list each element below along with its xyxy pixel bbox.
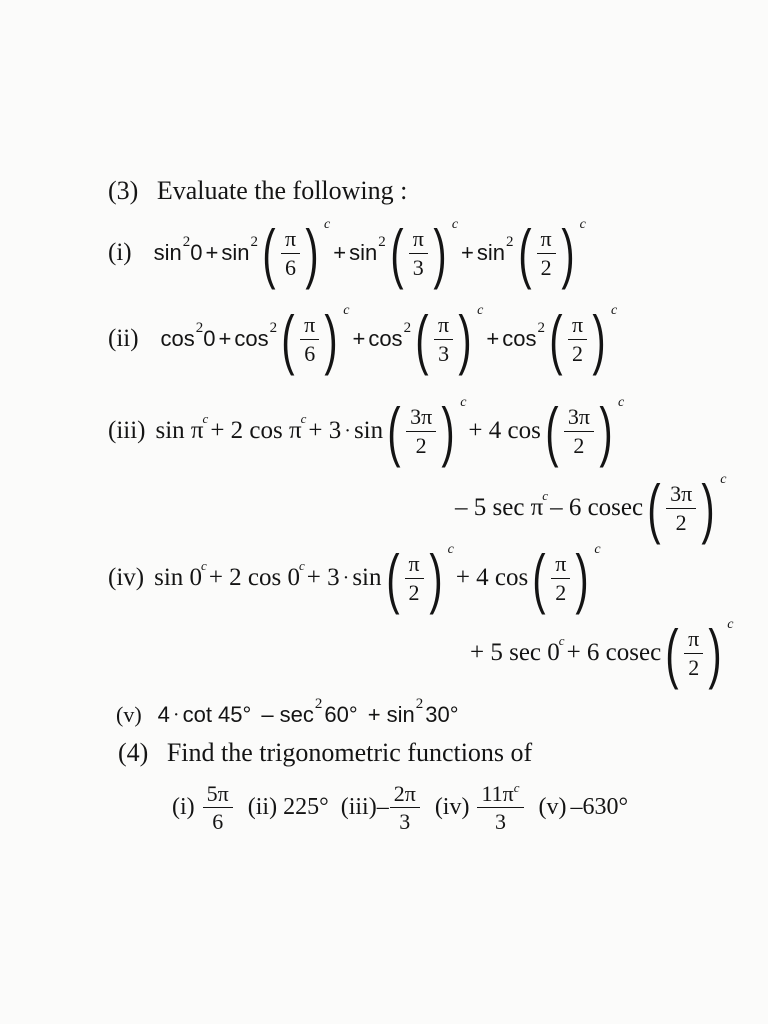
radian-mark: c <box>720 472 727 487</box>
fraction <box>477 782 523 833</box>
q3-title: Evaluate the following : <box>156 176 408 205</box>
numerator: π <box>300 313 319 339</box>
denominator: 2 <box>572 340 583 366</box>
cos-term: cos <box>234 326 269 351</box>
fraction <box>390 782 420 833</box>
numerator: π <box>409 227 428 253</box>
cosec-term: – 6 cosec <box>550 494 644 521</box>
sec-zero-term: + 5 sec 0 <box>470 639 560 666</box>
paren-group: ( $\frac{3\pi}{2}$ ) <box>387 394 455 468</box>
q3-item-ii <box>108 302 618 376</box>
denominator: 6 <box>212 809 224 835</box>
numerator: π <box>551 552 570 578</box>
exponent: 2 <box>403 319 412 336</box>
numerator: 5π <box>203 782 233 808</box>
item-label: (iii) <box>340 794 377 821</box>
angle: 30° <box>425 702 459 727</box>
sin-term: sin <box>476 240 506 265</box>
q3-item-iii-line2 <box>455 471 727 545</box>
plus: + <box>333 240 347 265</box>
coefficient: + 3 <box>308 417 342 444</box>
radian-mark: c <box>451 217 459 232</box>
angle: 225° <box>283 794 329 821</box>
radian-mark: c <box>542 488 549 503</box>
denominator: 2 <box>408 579 420 605</box>
item-label: (v) <box>116 702 142 727</box>
sin-term: sin <box>153 240 182 265</box>
fraction <box>564 405 594 456</box>
cos-term: + 4 cos <box>468 417 541 444</box>
cos-term: + 4 cos <box>455 564 529 591</box>
fraction <box>551 552 570 603</box>
zero: 0 <box>203 326 216 351</box>
zero: 0 <box>190 240 203 265</box>
fraction <box>406 405 436 456</box>
radian-mark: c <box>477 303 484 318</box>
fraction <box>684 627 703 678</box>
radian-mark: c <box>727 617 734 632</box>
item-label: (v) <box>538 794 567 821</box>
denominator: 6 <box>285 254 296 280</box>
radian-mark: c <box>617 395 625 410</box>
numerator: π <box>537 227 556 253</box>
sin-zero-term: sin 0 <box>154 564 203 591</box>
denominator: 2 <box>555 579 567 605</box>
sec-pi-term: – 5 sec π <box>455 494 544 521</box>
exponent: 2 <box>506 233 514 250</box>
paren-group: ( $\frac{\pi}{6}$ ) <box>262 216 319 290</box>
numerator: 3π <box>666 482 696 508</box>
paren-group: ( $\frac{\pi}{3}$ ) <box>390 216 447 290</box>
multiply-dot-icon: · <box>344 419 351 442</box>
radian-mark: c <box>558 633 565 648</box>
radian-mark: c <box>201 558 207 573</box>
denominator: 2 <box>540 254 552 280</box>
fraction <box>537 227 556 278</box>
radian-mark: c <box>324 217 331 232</box>
radian-mark: c <box>513 780 520 795</box>
paren-group: ( $\frac{3\pi}{2}$ ) <box>647 471 715 545</box>
item-label: (iv) <box>434 794 470 821</box>
radian-mark: c <box>343 303 350 318</box>
numerator: 11π <box>481 781 514 806</box>
numerator: π <box>568 313 587 339</box>
plus: + <box>486 326 500 351</box>
item-label: (i) <box>172 794 195 821</box>
radian-mark: c <box>300 411 307 426</box>
denominator: 3 <box>399 809 411 835</box>
numerator: π <box>684 627 703 653</box>
paren-group: ( $\frac{\pi}{2}$ ) <box>665 616 722 690</box>
sin-term: sin <box>352 564 382 591</box>
fraction <box>568 313 587 364</box>
paren-group: ( $\frac{3\pi}{2}$ ) <box>545 394 613 468</box>
numerator: 3π <box>564 405 594 431</box>
coefficient: + 3 <box>306 564 340 591</box>
numerator: 3π <box>406 405 436 431</box>
fraction <box>203 782 233 833</box>
fraction <box>300 313 319 364</box>
radian-mark: c <box>202 411 209 426</box>
cos-term: cos <box>502 326 537 351</box>
angle: –630° <box>570 794 629 821</box>
item-label: (i) <box>108 239 132 266</box>
denominator: 6 <box>304 340 316 366</box>
q3-item-iv-line2 <box>470 616 734 690</box>
multiply-dot-icon: · <box>172 703 180 726</box>
exponent: 2 <box>269 319 278 336</box>
denominator: 2 <box>415 432 427 458</box>
exponent: 2 <box>195 319 204 336</box>
exponent: 2 <box>314 695 323 712</box>
plus: + <box>205 240 219 265</box>
paren-group: ( $\frac{\pi}{2}$ ) <box>549 302 606 376</box>
fraction <box>666 482 696 533</box>
numerator: 2π <box>390 782 420 808</box>
exponent: 2 <box>415 695 424 712</box>
cos-zero-term: + 2 cos 0 <box>208 564 301 591</box>
sin-term: sin <box>353 417 384 444</box>
paren-group: ( $\frac{\pi}{6}$ ) <box>281 302 338 376</box>
sin-term: sin <box>349 240 378 265</box>
q3-item-iii <box>108 394 625 468</box>
exponent: 2 <box>378 233 386 250</box>
item-label: (ii) <box>247 794 278 821</box>
denominator: 3 <box>495 809 506 835</box>
paren-group: ( $\frac{\pi}{2}$ ) <box>385 541 443 615</box>
q4-number: (4) <box>118 738 149 767</box>
fraction <box>409 227 428 278</box>
plus: + <box>461 240 474 265</box>
q3-number: (3) <box>108 176 139 205</box>
radian-mark: c <box>299 558 305 573</box>
sin-term: + sin <box>367 702 415 727</box>
cos-term: cos <box>160 326 195 351</box>
cos-term: cos <box>368 326 403 351</box>
plus: + <box>352 326 366 351</box>
sin-term: sin <box>221 240 250 265</box>
q4-title: Find the trigonometric functions of <box>166 738 533 767</box>
radian-mark: c <box>611 303 618 318</box>
exponent: 2 <box>182 233 191 250</box>
q3-heading <box>108 178 407 204</box>
item-label: (iv) <box>108 564 145 591</box>
paren-group: ( $\frac{\pi}{2}$ ) <box>517 216 575 290</box>
denominator: 3 <box>412 254 424 280</box>
denominator: 2 <box>675 509 687 535</box>
cos-pi-term: + 2 cos π <box>210 417 302 444</box>
radian-mark: c <box>447 542 454 557</box>
paren-group: ( $\frac{\pi}{3}$ ) <box>415 302 472 376</box>
paren-group: ( $\frac{\pi}{2}$ ) <box>532 541 589 615</box>
sin-pi-term: sin π <box>155 417 204 444</box>
plus: + <box>218 326 232 351</box>
radian-mark: c <box>594 542 601 557</box>
minus-sign: – <box>376 794 389 821</box>
denominator: 3 <box>438 340 450 366</box>
exponent: 2 <box>250 233 258 250</box>
multiply-dot-icon: · <box>342 566 350 589</box>
cot-term: cot 45° <box>182 702 252 727</box>
denominator: 2 <box>688 654 700 680</box>
radian-mark: c <box>579 217 586 232</box>
sec-term: – sec <box>261 702 314 727</box>
denominator: 2 <box>573 432 585 458</box>
q4-items <box>172 782 628 833</box>
q3-item-v <box>116 695 459 728</box>
coefficient: 4 <box>157 702 170 727</box>
item-label: (ii) <box>108 325 139 352</box>
cosec-term: + 6 cosec <box>566 639 662 666</box>
angle: 60° <box>324 702 358 727</box>
radian-mark: c <box>460 395 467 410</box>
fraction <box>281 227 300 278</box>
numerator: π <box>434 313 453 339</box>
q3-item-i <box>108 216 586 290</box>
fraction <box>434 313 453 364</box>
numerator: π <box>281 227 300 253</box>
exponent: 2 <box>537 319 545 336</box>
numerator: π <box>405 552 424 578</box>
q4-heading <box>118 740 532 766</box>
q3-item-iv <box>108 541 601 615</box>
item-label: (iii) <box>108 417 146 444</box>
fraction <box>405 552 424 603</box>
